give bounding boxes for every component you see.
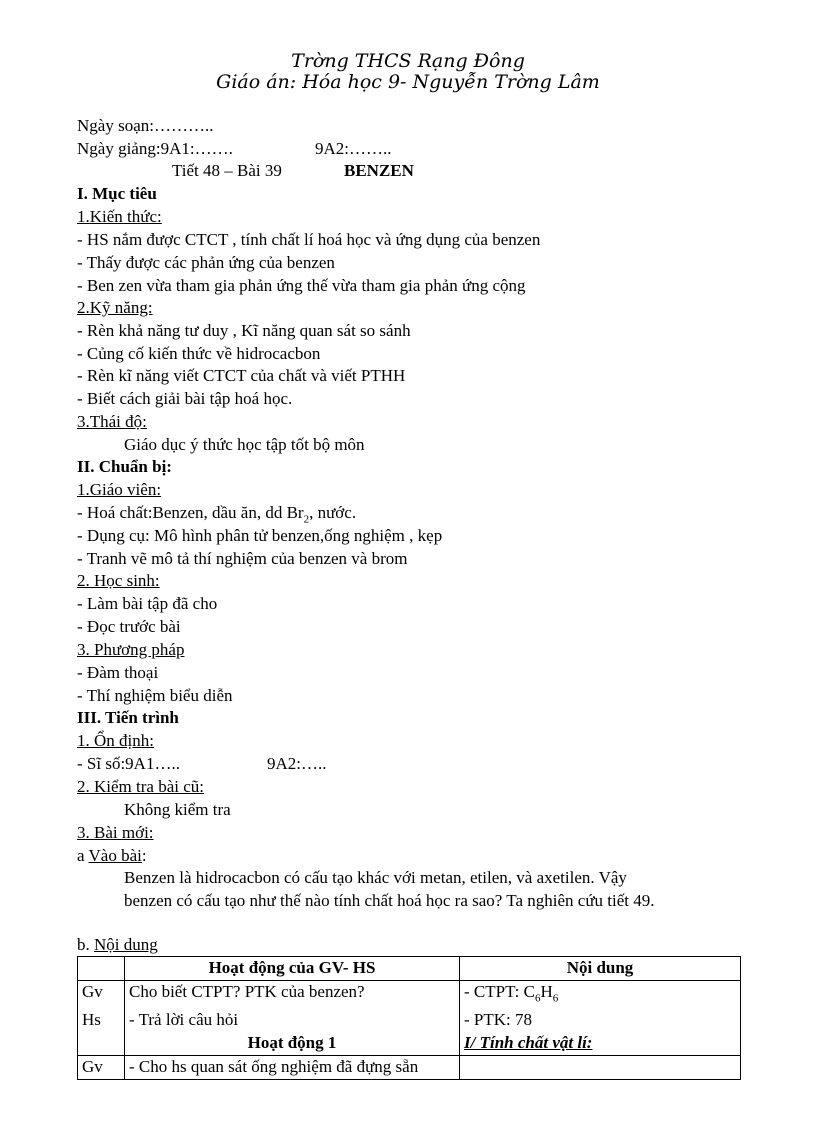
table-row <box>78 1056 741 1080</box>
noi-dung-label: Nội dung <box>94 935 158 954</box>
giao-vien-3: - Tranh vẽ mô tả thí nghiệm của benzen và brom <box>77 549 408 568</box>
table-header-activity: Hoạt động của GV- HS <box>125 957 460 981</box>
table-row <box>78 981 741 1010</box>
formula-prefix: - CTPT: C <box>464 982 535 1001</box>
ky-nang-2: - Củng cố kiến thức về hidrocacbon <box>77 344 321 363</box>
formula-h: H <box>540 982 553 1001</box>
table-cell-role: Gv <box>78 981 125 1010</box>
heading-phuong-phap: 3. Phương pháp <box>77 640 185 659</box>
heading-ky-nang: 2.Kỹ năng: <box>77 298 153 317</box>
heading-bai-moi: 3. Bài mới: <box>77 823 154 842</box>
table-header-row <box>78 957 741 981</box>
section-tien-trinh: III. Tiến trình <box>77 708 179 727</box>
si-so-9a2: 9A2:….. <box>267 754 327 773</box>
table-cell-activity: - Cho hs quan sát ống nghiệm đã đựng sẵn <box>125 1056 460 1080</box>
ngay-giang: Ngày giảng:9A1:……. <box>77 139 233 158</box>
intro-line-2: benzen có cấu tạo như thế nào tính chất hoá học ra sao? Ta nghiên cứu tiết 49. <box>124 891 655 910</box>
noi-dung-prefix: b. <box>77 935 94 954</box>
hoc-sinh-1: - Làm bài tập đã cho <box>77 594 218 613</box>
ky-nang-3: - Rèn kĩ năng viết CTCT của chất và viết PTHH <box>77 366 406 385</box>
kien-thuc-1: - HS nắm được CTCT , tính chất lí hoá học và ứng dụng của benzen <box>77 230 541 249</box>
teacher-line: Giáo án: Hóa học 9- Nguyễn Trờng Lâm <box>216 71 600 93</box>
giao-vien-2: - Dụng cụ: Mô hình phân tử benzen,ống nghiệm , kẹp <box>77 526 443 545</box>
kiem-tra-text: Không kiểm tra <box>124 800 231 819</box>
phuong-phap-2: - Thí nghiệm biểu diễn <box>77 686 233 705</box>
vao-bai-colon: : <box>141 846 147 865</box>
table-row <box>78 1032 741 1056</box>
table-row <box>78 1009 741 1032</box>
heading-on-dinh: 1. Ổn định: <box>77 731 154 750</box>
ky-nang-4: - Biết cách giải bài tập hoá học. <box>77 389 293 408</box>
table-cell-role: Hs <box>78 1009 125 1032</box>
ky-nang-1: - Rèn khả năng tư duy , Kĩ năng quan sát so sánh <box>77 321 411 340</box>
section-chuan-bi: II. Chuẩn bị: <box>77 457 172 476</box>
lesson-number: Tiết 48 – Bài 39 <box>172 161 282 180</box>
formula-sub-c: 6 <box>534 992 541 1005</box>
table-header-role <box>78 957 125 981</box>
heading-vao-bai <box>77 845 147 867</box>
si-so: - Sĩ số:9A1….. <box>77 754 180 773</box>
table-cell-activity: - Trả lời câu hỏi <box>125 1009 460 1032</box>
giao-vien-1-post: , nước. <box>309 503 357 522</box>
vao-bai-label: Vào bài <box>88 846 142 865</box>
heading-hoc-sinh: 2. Học sinh: <box>77 571 160 590</box>
table-cell-content: - PTK: 78 <box>460 1009 741 1032</box>
heading-thai-do: 3.Thái độ: <box>77 412 147 431</box>
table-cell-role <box>78 1032 125 1056</box>
table-cell-content <box>460 1056 741 1080</box>
table-header-content: Nội dung <box>460 957 741 981</box>
thai-do-1: Giáo dục ý thức học tập tốt bộ môn <box>124 435 365 454</box>
heading-noi-dung <box>77 934 158 956</box>
kien-thuc-2: - Thấy được các phản ứng của benzen <box>77 253 335 272</box>
section-muc-tieu: I. Mục tiêu <box>77 184 157 203</box>
school-name: Trờng THCS Rạng Đông <box>291 50 525 72</box>
content-heading: I/ Tính chất vật lí: <box>460 1032 741 1056</box>
hoc-sinh-2: - Đọc trước bài <box>77 617 181 636</box>
lesson-title: BENZEN <box>344 161 414 180</box>
heading-giao-vien: 1.Giáo viên: <box>77 480 162 499</box>
table-cell-role: Gv <box>78 1056 125 1080</box>
table-cell-content <box>460 981 741 1010</box>
giao-vien-1-text: - Hoá chất:Benzen, dầu ăn, dd Br <box>77 503 304 522</box>
phuong-phap-1: - Đàm thoại <box>77 663 159 682</box>
intro-line-1: Benzen là hidrocacbon có cấu tạo khác với metan, etilen, và axetilen. Vậy <box>124 868 627 887</box>
activity-heading: Hoạt động 1 <box>125 1032 460 1056</box>
giao-vien-1-sub: 2 <box>303 513 310 526</box>
heading-kien-thuc: 1.Kiến thức: <box>77 207 162 226</box>
ngay-giang-9a2: 9A2:…….. <box>315 139 392 158</box>
kien-thuc-3: - Ben zen vừa tham gia phản ứng thế vừa tham gia phản ứng cộng <box>77 276 526 295</box>
vao-bai-prefix: a <box>77 846 89 865</box>
content-table <box>77 956 741 1080</box>
ngay-soan: Ngày soạn:……….. <box>77 116 214 135</box>
formula-sub-h: 6 <box>552 992 559 1005</box>
heading-kiem-tra: 2. Kiểm tra bài cũ: <box>77 777 204 796</box>
table-cell-activity: Cho biết CTPT? PTK của benzen? <box>125 981 460 1010</box>
